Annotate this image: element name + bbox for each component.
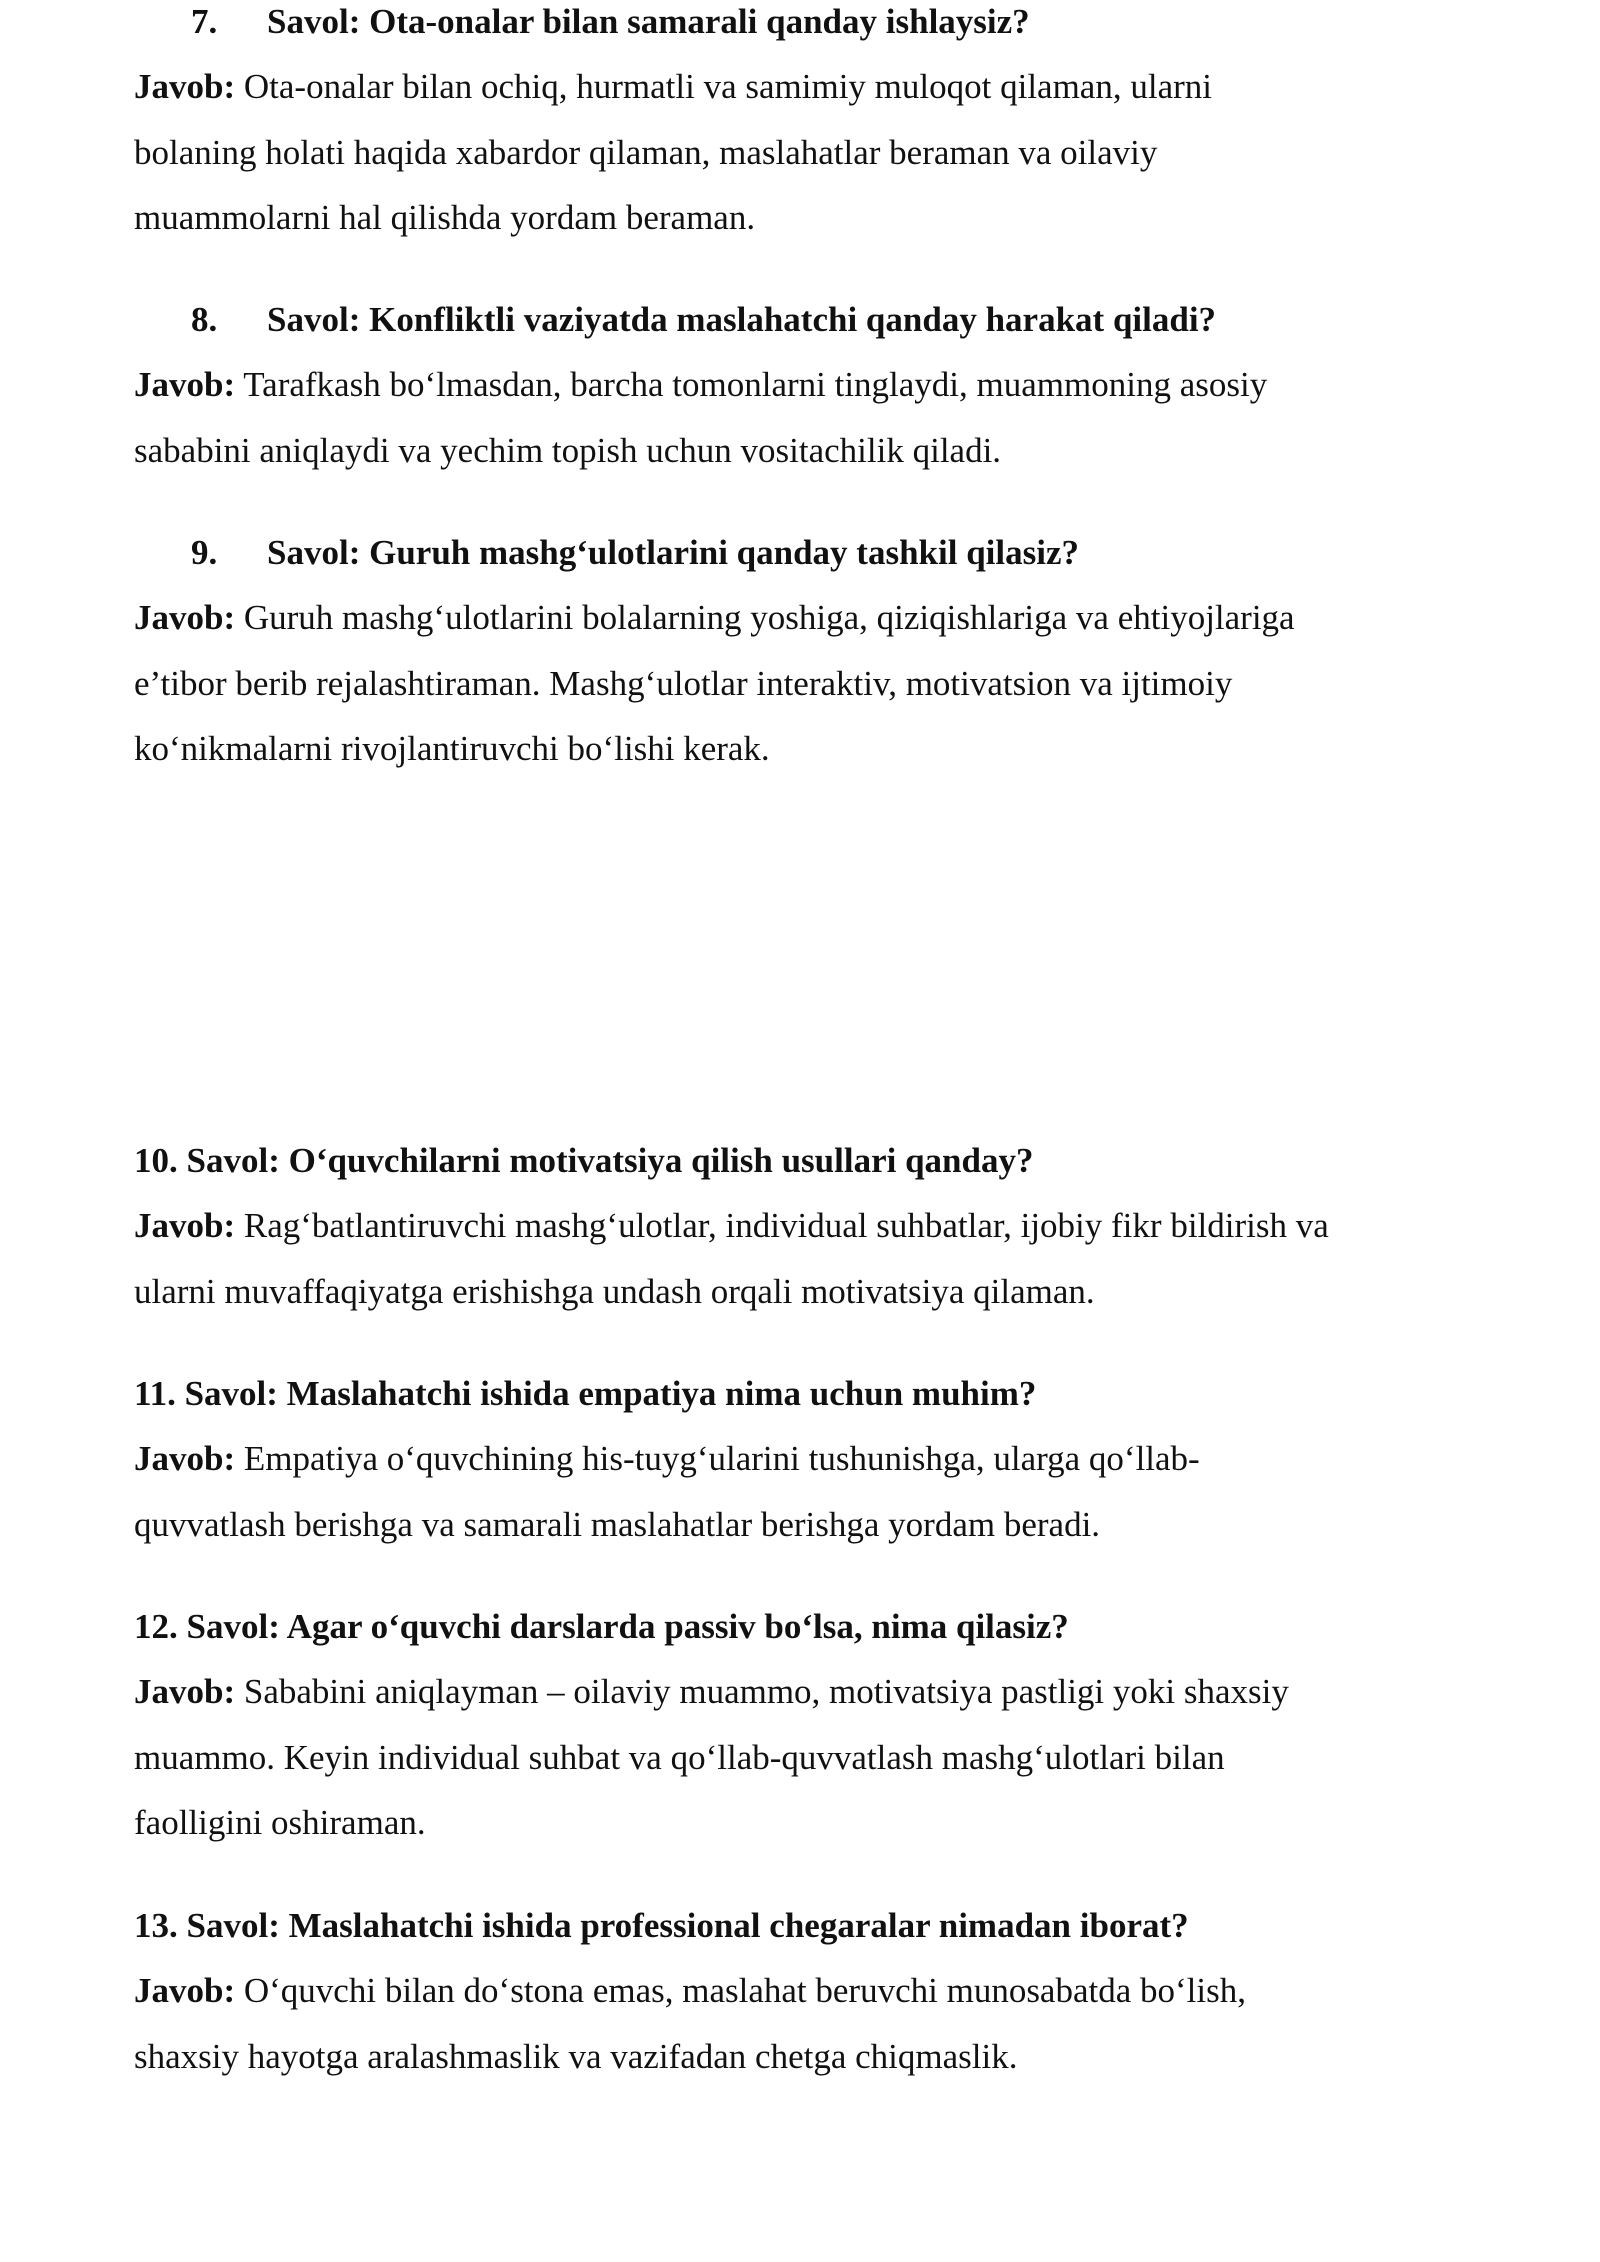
qa-item <box>134 1139 1474 1324</box>
answer-label: Javob: <box>134 1672 236 1711</box>
answer-line: quvvatlash berishga va samarali maslahatlar berishga yordam beradi. <box>134 1504 1101 1544</box>
answer-paragraph <box>134 585 1474 782</box>
answer-label: Javob: <box>134 598 236 637</box>
qa-item <box>134 0 1474 251</box>
answer-line <box>134 1193 1474 1259</box>
question-number: 9. <box>191 533 218 572</box>
answer-text: Rag‘batlantiruvchi mashg‘ulotlar, individual suhbatlar, ijobiy fikr bildirish va <box>235 1206 1329 1245</box>
answer-text: Tarafkash bo‘lmasdan, barcha tomonlarni tinglaydi, muammoning asosiy <box>235 365 1268 404</box>
question-heading <box>134 1372 1474 1416</box>
answer-line: muammo. Keyin individual suhbat va qo‘llab-quvvatlash mashg‘ulotlari bilan <box>134 1737 1225 1777</box>
question-text: Savol: Maslahatchi ishida empatiya nima uchun muhim? <box>175 1374 1037 1413</box>
question-heading <box>134 298 1474 342</box>
question-text: Savol: Ota-onalar bilan samarali qanday ishlaysiz? <box>267 2 1030 41</box>
question-number: 12. <box>134 1607 178 1646</box>
answer-text: Sababini aniqlayman – oilaviy muammo, motivatsiya pastligi yoki shaxsiy <box>235 1672 1289 1711</box>
question-heading <box>134 1605 1474 1649</box>
question-heading <box>134 0 1474 44</box>
question-heading <box>134 1904 1474 1948</box>
answer-paragraph <box>134 1193 1474 1324</box>
answer-line: e’tibor berib rejalashtiraman. Mashg‘ulotlar interaktiv, motivatsion va ijtimoiy <box>134 663 1233 703</box>
qa-item <box>134 531 1474 782</box>
answer-label: Javob: <box>134 67 236 106</box>
question-number: 10. <box>134 1141 178 1180</box>
answer-paragraph <box>134 1426 1474 1557</box>
question-heading <box>134 1139 1474 1183</box>
answer-line <box>134 1659 1474 1725</box>
answer-label: Javob: <box>134 1439 236 1478</box>
answer-line: muammolarni hal qilishda yordam beraman. <box>134 198 756 237</box>
answer-paragraph <box>134 1659 1474 1856</box>
question-number: 11. <box>134 1374 176 1413</box>
answer-line: shaxsiy hayotga aralashmaslik va vazifadan chetga chiqmaslik. <box>134 2036 1018 2076</box>
answer-paragraph <box>134 54 1474 251</box>
answer-line: bolaning holati haqida xabardor qilaman, maslahatlar beraman va oilaviy <box>134 132 1158 172</box>
answer-line <box>134 352 1474 418</box>
question-number: 8. <box>191 300 218 339</box>
qa-item <box>134 1372 1474 1557</box>
question-text: Savol: Agar o‘quvchi darslarda passiv bo‘lsa, nima qilasiz? <box>177 1607 1069 1646</box>
answer-label: Javob: <box>134 1206 236 1245</box>
answer-text: Guruh mashg‘ulotlarini bolalarning yoshiga, qiziqishlariga va ehtiyojlariga <box>235 598 1295 637</box>
question-text: Savol: Guruh mashg‘ulotlarini qanday tashkil qilasiz? <box>267 533 1080 572</box>
qa-item <box>134 1605 1474 1856</box>
question-number: 7. <box>191 2 218 41</box>
answer-label: Javob: <box>134 365 236 404</box>
answer-label: Javob: <box>134 1971 236 2010</box>
question-text: Savol: Konfliktli vaziyatda maslahatchi qanday harakat qiladi? <box>267 300 1217 339</box>
question-heading <box>134 531 1474 575</box>
answer-line <box>134 54 1474 120</box>
answer-text: O‘quvchi bilan do‘stona emas, maslahat beruvchi munosabatda bo‘lish, <box>235 1971 1246 2010</box>
answer-line: faolligini oshiraman. <box>134 1803 426 1842</box>
answer-text: Ota-onalar bilan ochiq, hurmatli va samimiy muloqot qilaman, ularni <box>235 67 1212 106</box>
question-text: Savol: Maslahatchi ishida professional chegaralar nimadan iborat? <box>177 1906 1189 1945</box>
answer-text: Empatiya o‘quvchining his-tuyg‘ularini tushunishga, ularga qo‘llab- <box>235 1439 1200 1478</box>
answer-line: ularni muvaffaqiyatga erishishga undash orqali motivatsiya qilaman. <box>134 1271 1095 1311</box>
qa-item <box>134 1904 1474 2089</box>
question-text: Savol: O‘quvchilarni motivatsiya qilish usullari qanday? <box>177 1141 1034 1180</box>
answer-line <box>134 585 1474 651</box>
answer-line <box>134 1958 1474 2024</box>
question-number: 13. <box>134 1906 178 1945</box>
answer-line <box>134 1426 1474 1492</box>
answer-paragraph <box>134 1958 1474 2089</box>
answer-line: ko‘nikmalarni rivojlantiruvchi bo‘lishi kerak. <box>134 729 770 768</box>
answer-line: sababini aniqlaydi va yechim topish uchun vositachilik qiladi. <box>134 430 1002 470</box>
qa-item <box>134 298 1474 483</box>
answer-paragraph <box>134 352 1474 483</box>
